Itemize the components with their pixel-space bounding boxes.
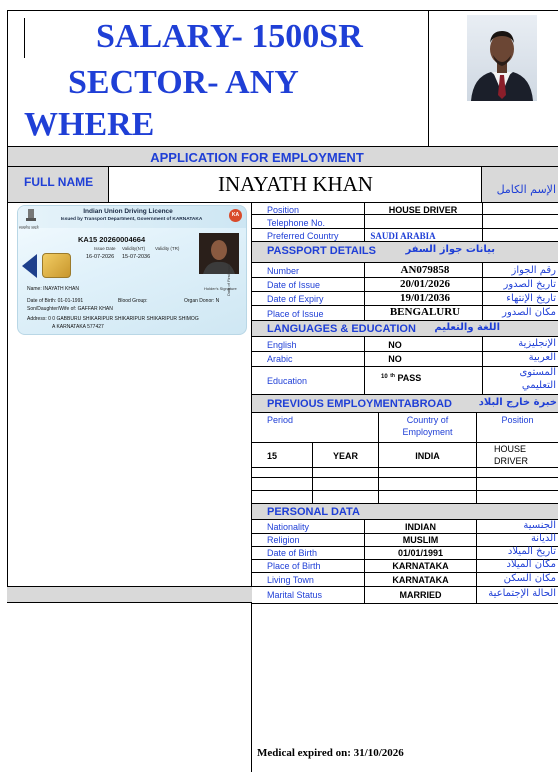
left-arrow-icon <box>22 254 37 278</box>
driving-licence-card <box>17 205 247 335</box>
passport-issue-value: 20/01/2026 <box>399 278 451 290</box>
education-level-suffix: th <box>390 373 395 379</box>
issue-date-label: Issue Date <box>94 246 116 251</box>
passport-heading-arabic: بيانات جواز السفر <box>405 244 495 255</box>
languages-heading-arabic: اللغة والتعليم <box>434 322 500 333</box>
education-result: PASS <box>397 373 422 383</box>
religion-label: Religion <box>267 535 300 545</box>
salary-heading: SALARY- 1500SR <box>96 18 363 55</box>
licence-photo <box>199 233 239 274</box>
passport-expiry-label: Date of Expiry <box>267 294 324 304</box>
marital-status-value: MARRIED <box>399 590 442 600</box>
full-name-value: INAYATH KHAN <box>218 172 373 196</box>
period-number: 15 <box>267 451 278 461</box>
religion-value: MUSLIM <box>402 535 439 545</box>
education-arabic: المستوى <box>519 367 556 378</box>
passport-number-arabic: رقم الجواز <box>511 265 556 276</box>
licence-number: KA15 20260004664 <box>78 235 146 244</box>
education-value <box>381 373 421 383</box>
licence-blood-group: Blood Group: <box>118 298 148 304</box>
period-unit: YEAR <box>332 451 358 461</box>
sector-heading: SECTOR- ANY <box>68 64 299 101</box>
nationality-arabic: الجنسية <box>523 520 556 531</box>
english-value: NO <box>388 340 402 350</box>
previous-heading-arabic: خبرة خارج البلاد <box>478 397 557 408</box>
personal-heading: PERSONAL DATA <box>267 506 360 518</box>
passport-issue-label: Date of Issue <box>267 280 321 290</box>
dob-value: 01/01/1991 <box>397 548 444 558</box>
arabic-label: Arabic <box>267 354 293 364</box>
passport-issue-arabic: تاريخ الصدور <box>503 279 556 290</box>
licence-dob: Date of Birth: 01-01-1991 <box>27 298 84 304</box>
licence-address-cont: A KARNATAKA 577427 <box>52 324 104 330</box>
licence-title: Indian Union Driving Licence <box>83 208 173 215</box>
country-header-cont: Employment <box>402 427 453 437</box>
place-of-birth-label: Place of Birth <box>267 561 321 571</box>
licence-name: Name: INAYATH KHAN <box>27 286 79 292</box>
emblem-caption: सत्यमेव जयते <box>19 225 39 230</box>
passport-heading: PASSPORT DETAILS <box>267 245 376 257</box>
dob-label: Date of Birth <box>267 548 318 558</box>
passport-expiry-value: 19/01/2036 <box>399 292 451 304</box>
living-town-label: Living Town <box>267 575 314 585</box>
languages-heading: LANGUAGES & EDUCATION <box>267 323 416 335</box>
telephone-label: Telephone No. <box>267 218 326 228</box>
arabic-value: NO <box>388 354 402 364</box>
applicant-photo <box>467 15 537 101</box>
place-of-birth-arabic: مكان الميلاد <box>506 559 556 570</box>
nationality-label: Nationality <box>267 522 310 532</box>
position-label: Position <box>267 205 300 215</box>
english-arabic: الإنجليزية <box>518 338 556 349</box>
licence-organ-donor: Organ Donor: N <box>184 298 220 304</box>
employment-country: INDIA <box>415 451 440 461</box>
passport-place-arabic: مكان الصدور <box>502 307 556 318</box>
nationality-value: INDIAN <box>405 522 436 532</box>
dob-arabic: تاريخ الميلاد <box>507 546 556 557</box>
left-footer-band <box>7 586 252 603</box>
medical-expiry: Medical expired on: 31/10/2026 <box>257 747 404 759</box>
period-header: Period <box>267 415 294 425</box>
country-header: Country of <box>406 415 449 425</box>
state-code: KA <box>231 212 240 218</box>
passport-place-label: Place of Issue <box>267 309 324 319</box>
education-label: Education <box>267 376 308 386</box>
english-label: English <box>267 340 297 350</box>
position-header: Position <box>501 415 534 425</box>
emblem-icon <box>23 208 39 224</box>
issue-date: 16-07-2026 <box>86 254 115 260</box>
living-town-arabic: مكان السكن <box>503 573 556 584</box>
marital-status-label: Marital Status <box>267 590 323 600</box>
previous-heading: PREVIOUS EMPLOYMENTABROAD <box>267 398 452 410</box>
validity-tr-label: Validity (TR) <box>155 246 180 251</box>
holder-signature-label: Holder's Signature <box>204 286 237 291</box>
passport-number-value: AN079858 <box>400 264 450 276</box>
place-of-birth-value: KARNATAKA <box>392 561 449 571</box>
valid-date: 15-07-2036 <box>122 254 151 260</box>
preferred-country-value: SAUDI ARABIA <box>370 231 436 241</box>
employment-position: HOUSE <box>494 444 527 454</box>
state-badge <box>229 209 242 222</box>
education-level: 10 <box>381 374 388 380</box>
employment-position-cont: DRIVER <box>494 456 529 466</box>
form-title: APPLICATION FOR EMPLOYMENT <box>150 150 364 165</box>
chip-icon <box>42 253 71 278</box>
education-arabic-cont: التعليمي <box>521 380 556 391</box>
position-value: HOUSE DRIVER <box>388 205 458 215</box>
passport-number-label: Number <box>267 266 300 276</box>
licence-relation: Son/Daughter/Wife of: GAFFAR KHAN <box>27 306 113 312</box>
licence-issuer: Issued by Transport Department, Government of KARNATAKA <box>60 217 203 222</box>
full-name-arabic: الإسم الكامل <box>496 183 556 196</box>
passport-expiry-arabic: تاريخ الإنتهاء <box>506 293 556 304</box>
marital-status-arabic: الحالة الإجتماعية <box>488 588 556 599</box>
licence-address: Address: 0 0 GABBURU SHIKARIPUR SHIKARIPUR SHIKARIPUR SHIMOG <box>27 316 199 322</box>
side-text: Date of First Issue <box>226 263 231 296</box>
religion-arabic: الديانة <box>530 533 556 544</box>
validity-nt-label: Validity(NT) <box>122 246 146 251</box>
living-town-value: KARNATAKA <box>392 575 449 585</box>
full-name-label: FULL NAME <box>24 175 94 189</box>
sector-heading-cont: WHERE <box>24 106 155 143</box>
arabic-arabic: العربية <box>528 352 556 363</box>
preferred-country-label: Preferred Country <box>267 231 339 241</box>
passport-place-value: BENGALURU <box>389 306 461 318</box>
